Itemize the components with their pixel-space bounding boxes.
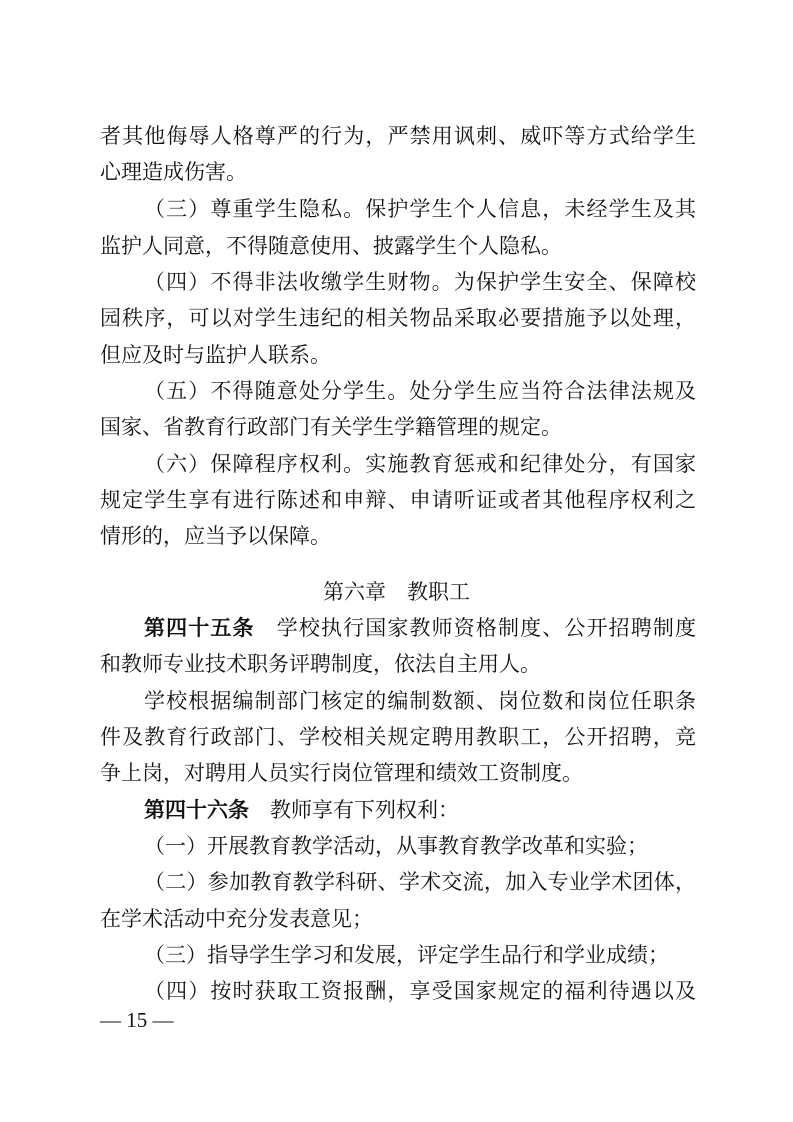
text-line: （六）保障程序权利。实施教育惩戒和纪律处分，有国家 (144, 452, 696, 476)
list-item: （一）开展教育教学活动，从事教育教学改革和实验； (144, 834, 648, 858)
text-line: （五）不得随意处分学生。处分学生应当符合法律法规及 (144, 379, 696, 403)
text-line: 监护人同意，不得随意使用、披露学生个人隐私。 (100, 234, 562, 258)
text-line: 园秩序，可以对学生违纪的相关物品采取必要措施予以处理， (100, 306, 696, 330)
text-line: （三）尊重学生隐私。保护学生个人信息，未经学生及其 (144, 197, 696, 221)
list-item: （四）按时获取工资报酬，享受国家规定的福利待遇以及 (144, 979, 696, 1003)
article-46-label: 第四十六条 (144, 797, 249, 822)
text-line: 件及教育行政部门、学校相关规定聘用教职工，公开招聘，竞 (100, 725, 696, 749)
text-line: 心理造成伤害。 (100, 160, 247, 184)
chapter-heading: 第六章 教职工 (323, 580, 470, 604)
page-number: — 15 — (100, 1008, 174, 1032)
list-item: （三）指导学生学习和发展，评定学生品行和学业成绩； (144, 943, 669, 967)
text-line: 争上岗，对聘用人员实行岗位管理和绩效工资制度。 (100, 761, 583, 785)
article-45-text: 学校执行国家教师资格制度、公开招聘制度 (254, 616, 696, 640)
text-line: 规定学生享有进行陈述和申辩、申请听证或者其他程序权利之 (100, 488, 696, 512)
text-line: 在学术活动中充分发表意见； (100, 907, 373, 931)
text-line: 情形的，应当予以保障。 (100, 524, 331, 548)
text-line: 者其他侮辱人格尊严的行为，严禁用讽刺、威吓等方式给学生 (100, 124, 696, 148)
article-45-first-line (100, 613, 696, 643)
article-45-label: 第四十五条 (144, 615, 255, 640)
article-46-text: 教师享有下列权利： (249, 798, 459, 822)
text-line: （四）不得非法收缴学生财物。为保护学生安全、保障校 (144, 270, 696, 294)
list-item: （二）参加教育教学科研、学术交流，加入专业学术团体， (144, 870, 696, 894)
text-line: 学校根据编制部门核定的编制数额、岗位数和岗位任职条 (144, 689, 696, 713)
text-line: 但应及时与监护人联系。 (100, 343, 331, 367)
article-46-first-line (100, 795, 696, 825)
text-line: 国家、省教育行政部门有关学生学籍管理的规定。 (100, 415, 562, 439)
text-line: 和教师专业技术职务评聘制度，依法自主用人。 (100, 652, 541, 676)
